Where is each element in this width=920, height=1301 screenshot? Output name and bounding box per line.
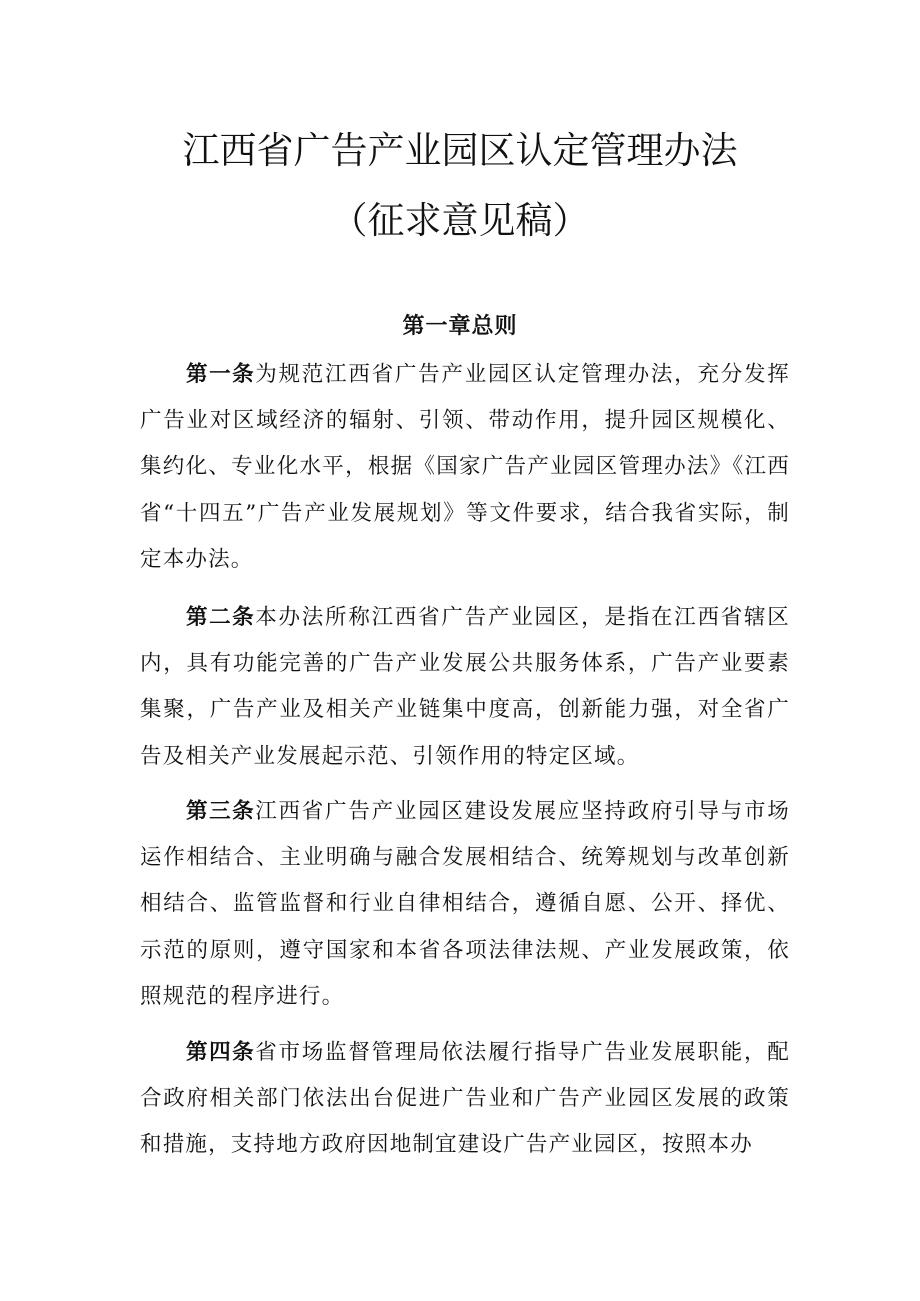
article-text: 省市场监督管理局依法履行指导广告业发展职能，配合政府相关部门依法出台促进广告业和广告产业园区发展的政策和措施，支持地方政府因地制宜建设广告产业园区，按照本办 <box>140 1040 790 1158</box>
article-text: 江西省广告产业园区建设发展应坚持政府引导与市场运作相结合、主业明确与融合发展相结合、统筹规划与改革创新相结合、监管监督和行业自律相结合，遵循自愿、公开、择优、示范的原则，遵守国家和本省各项法律法规、产业发展政策，依照规范的程序进行。 <box>140 799 790 1009</box>
article-lead: 第一条 <box>186 362 256 387</box>
article-text: 为规范江西省广告产业园区认定管理办法，充分发挥广告业对区域经济的辐射、引领、带动作用，提升园区规模化、集约化、专业化水平，根据《国家广告产业园区管理办法》《江西省“十四五”广告产业发展规划》等文件要求，结合我省实际，制定本办法。 <box>140 362 790 572</box>
article-lead: 第二条 <box>186 605 256 630</box>
article-3 <box>140 789 790 1020</box>
article-4 <box>140 1030 790 1169</box>
article-lead: 第四条 <box>186 1040 256 1065</box>
article-lead: 第三条 <box>186 799 256 824</box>
document-title: 江西省广告产业园区认定管理办法 <box>182 129 738 172</box>
chapter-heading: 第一章总则 <box>402 314 518 339</box>
article-1 <box>140 352 790 583</box>
article-2 <box>140 595 790 780</box>
document-subtitle: （征求意见稿） <box>330 199 590 242</box>
article-text: 本办法所称江西省广告产业园区，是指在江西省辖区内，具有功能完善的广告产业发展公共服务体系，广告产业要素集聚，广告产业及相关产业链集中度高，创新能力强，对全省广告及相关产业发展起示范、引领作用的特定区域。 <box>140 605 790 769</box>
